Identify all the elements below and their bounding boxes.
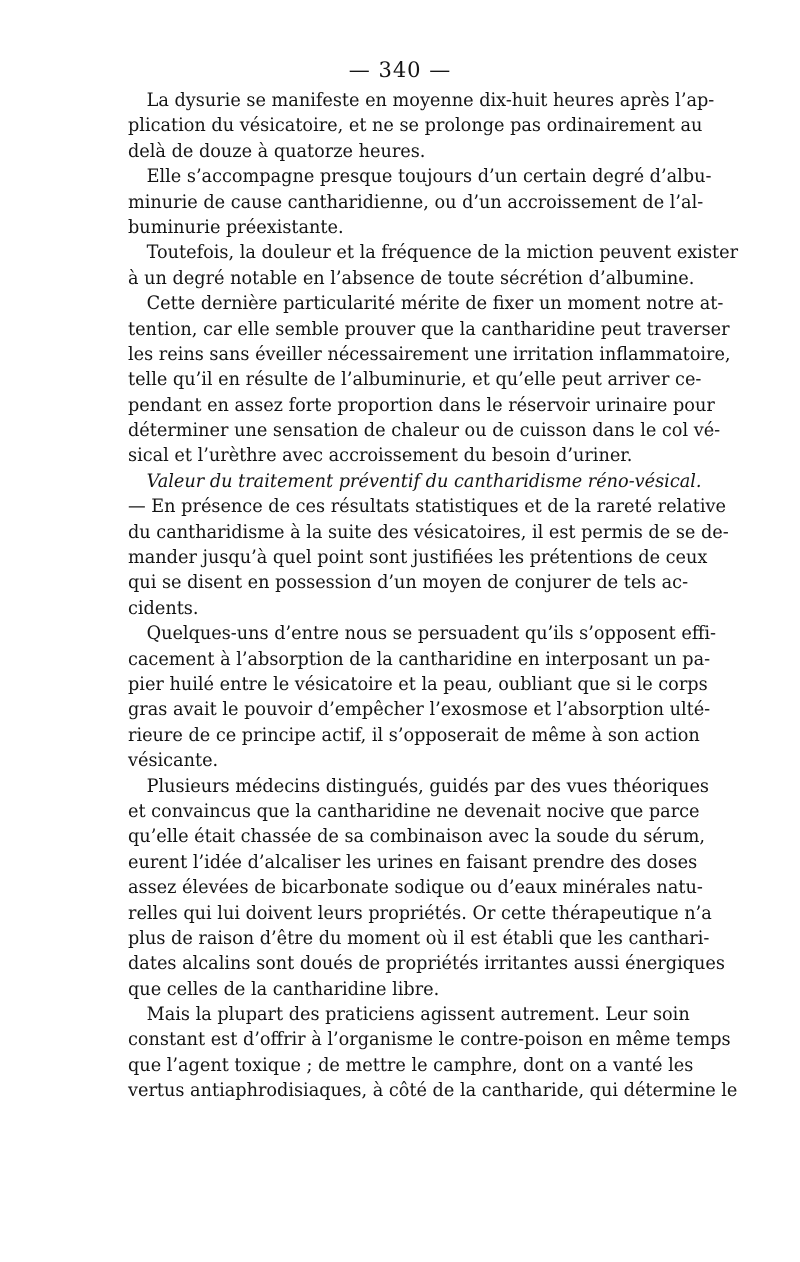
text-line: qui se disent en possession d’un moyen de conjurer de tels ac-: [128, 571, 689, 594]
text-line: sical et l’urèthre avec accroissement du besoin d’uriner.: [128, 444, 633, 467]
text-line: que celles de la cantharidine libre.: [128, 977, 440, 1000]
text-line: que l’agent toxique ; de mettre le camphre, dont on a vanté les: [128, 1053, 694, 1076]
text-line: Quelques-uns d’entre nous se persuadent qu’ils s’opposent effi-: [146, 622, 717, 645]
text-line: pier huilé entre le vésicatoire et la peau, oubliant que si le corps: [128, 672, 708, 695]
text-line: delà de douze à quatorze heures.: [128, 139, 426, 162]
text-line: cidents.: [128, 596, 199, 619]
text-line: assez élevées de bicarbonate sodique ou d’eaux minérales natu-: [128, 876, 703, 899]
text-line: Valeur du traitement préventif du cantharidisme réno-vésical.: [146, 469, 702, 492]
text-line: buminurie préexistante.: [128, 215, 344, 238]
text-line: dates alcalins sont doués de propriétés irritantes aussi énergiques: [128, 952, 725, 975]
text-line: qu’elle était chassée de sa combinaison avec la soude du sérum,: [128, 825, 706, 848]
text-line: et convaincus que la cantharidine ne devenait nocive que parce: [128, 799, 700, 822]
body-text: [128, 88, 739, 1104]
text-line: constant est d’offrir à l’organisme le contre-poison en même temps: [128, 1028, 731, 1051]
text-line: plus de raison d’être du moment où il est établi que les canthari-: [128, 926, 710, 949]
page-number: — 340 —: [348, 58, 452, 82]
text-line: déterminer une sensation de chaleur ou de cuisson dans le col vé-: [128, 419, 721, 442]
text-line: La dysurie se manifeste en moyenne dix-huit heures après l’ap-: [146, 89, 715, 111]
text-line: mander jusqu’à quel point sont justifiées les prétentions de ceux: [128, 546, 708, 569]
text-line: du cantharidisme à la suite des vésicatoires, il est permis de se de-: [128, 520, 729, 543]
text-line: relles qui lui doivent leurs propriétés. Or cette thérapeutique n’a: [128, 901, 712, 924]
text-line: vertus antiaphrodisiaques, à côté de la cantharide, qui détermine le: [128, 1079, 738, 1102]
text-line: pendant en assez forte proportion dans le réservoir urinaire pour: [128, 393, 715, 416]
text-line: vésicante.: [128, 749, 219, 772]
text-line: plication du vésicatoire, et ne se prolonge pas ordinairement au: [128, 114, 703, 137]
text-line: rieure de ce principe actif, il s’opposerait de même à son action: [128, 723, 700, 746]
text-line: Elle s’accompagne presque toujours d’un certain degré d’albu-: [146, 165, 712, 188]
text-line: minurie de cause cantharidienne, ou d’un accroissement de l’al-: [128, 190, 704, 213]
text-line: eurent l’idée d’alcaliser les urines en faisant prendre des doses: [128, 850, 698, 873]
text-line: tention, car elle semble prouver que la cantharidine peut traverser: [128, 317, 730, 340]
text-line: à un degré notable en l’absence de toute sécrétion d’albumine.: [128, 266, 695, 289]
text-line: les reins sans éveiller nécessairement une irritation inflammatoire,: [128, 342, 731, 365]
text-line: telle qu’il en résulte de l’albuminurie, et qu’elle peut arriver ce-: [128, 368, 702, 391]
text-line: — En présence de ces résultats statistiques et de la rareté relative: [128, 495, 726, 518]
text-line: Toutefois, la douleur et la fréquence de la miction peuvent exister: [146, 241, 739, 264]
text-line: cacement à l’absorption de la cantharidine en interposant un pa-: [128, 647, 711, 670]
text-line: gras avait le pouvoir d’empêcher l’exosmose et l’absorption ulté-: [128, 698, 711, 721]
text-line: Cette dernière particularité mérite de fixer un moment notre at-: [146, 292, 724, 315]
text-line: Mais la plupart des praticiens agissent autrement. Leur soin: [146, 1003, 690, 1026]
text-line: Plusieurs médecins distingués, guidés par des vues théoriques: [146, 774, 709, 797]
